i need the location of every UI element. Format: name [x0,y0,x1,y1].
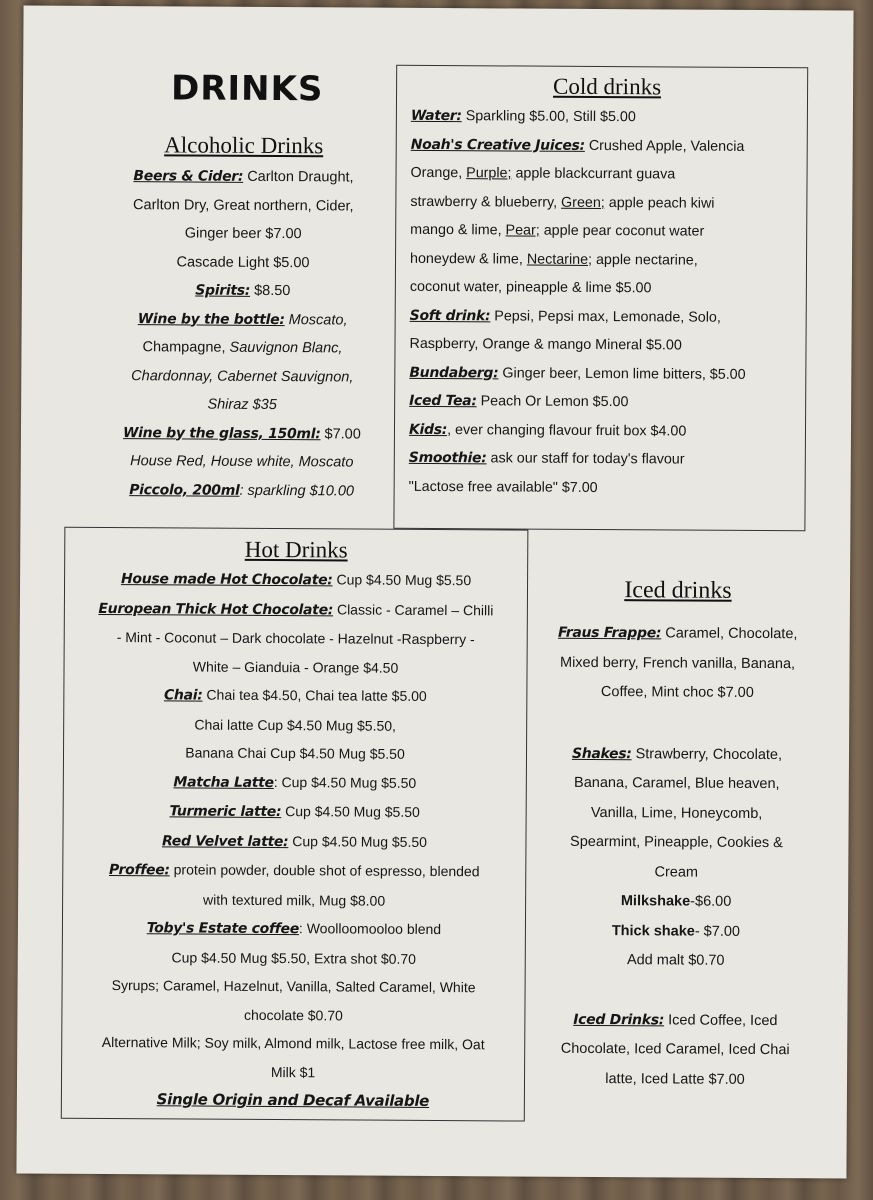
hot-chocolate-text: Cup $4.50 Mug $5.50 [332,571,472,589]
smoothie-label: Smoothie: [408,449,487,467]
frappe-text: Caramel, Chocolate, [661,625,798,643]
redvelvet-label: Red Velvet latte: [161,832,289,850]
wine-bottle-text: Moscato, [284,311,348,328]
iced-spacer-2 [525,975,825,1007]
juices-text: Crushed Apple, Valencia [584,137,745,155]
wine-bottle-text-4: Shiraz $35 [207,396,277,414]
shakes-line-3: Vanilla, Lime, Honeycomb, [590,804,763,822]
chai-text: Chai tea $4.50, Chai tea latte $5.00 [202,686,427,704]
altmilk-line: Alternative Milk; Soy milk, Almond milk, Lactose free milk, Oat [101,1033,485,1053]
juice-pear: Pear; [505,222,540,239]
alcoholic-heading: Alcoholic Drinks [164,132,324,159]
iceddrinks-text: Iced Coffee, Iced [664,1011,778,1029]
juices-line-3 [410,187,802,218]
wine-glass-label: Wine by the glass, 150ml: [123,424,321,442]
menu-sheet [16,5,853,1178]
turmeric-line [68,796,522,828]
juices-label: Noah's Creative Juices: [410,136,585,154]
matcha-label: Matcha Latte [173,773,274,791]
juices-line-2 [410,159,802,190]
turmeric-label: Turmeric latte: [169,803,282,821]
thickshake-price: - $7.00 [694,923,741,940]
chai-line [68,680,522,712]
chai-line-2: Chai latte Cup $4.50 Mug $5.50, [194,716,397,734]
tobys-text: : Woolloomooloo blend [298,920,442,938]
beers-label: Beers & Cider: [133,168,244,185]
juices-l2a: Orange, [410,164,467,182]
hot-chocolate-label: House made Hot Chocolate: [120,571,333,589]
juices-l4a: mango & lime, [410,221,506,239]
juices-l5a: honeydew & lime, [409,250,527,268]
piccolo-line [71,475,413,506]
shakes-label: Shakes: [571,745,632,762]
spirits-text: $8.50 [250,282,291,300]
bundaberg-line [409,358,801,389]
soft-line-2: Raspberry, Orange & mango Mineral $5.00 [409,335,682,354]
tobys-label: Toby's Estate coffee [146,920,300,938]
piccolo-text: : sparkling $10.00 [239,482,355,500]
kids-line [409,415,801,446]
juices-l2b: apple blackcurrant guava [511,165,676,183]
piccolo-label: Piccolo, 200ml [129,481,240,499]
frappe-line-2: Mixed berry, French vanilla, Banana, [559,654,796,672]
juices-l4b: apple pear coconut water [539,222,705,240]
wine-glass-line [71,418,413,449]
spirits-line [72,276,414,307]
iceddrinks-label: Iced Drinks: [573,1011,665,1028]
iced-heading: Iced drinks [624,577,732,604]
chai-line-3: Banana Chai Cup $4.50 Mug $5.50 [185,744,405,762]
juices-line-4 [410,216,802,247]
soft-line [410,301,802,332]
juice-nectarine: Nectarine; [526,251,593,268]
beers-text-2: Carlton Dry, Great northern, Cider, [133,196,354,214]
proffee-line [67,855,521,887]
wine-bottle-line-2 [71,333,413,364]
euro-line-2: - Mint - Coconut – Dark chocolate - Hazelnut -Raspberry - [116,629,475,648]
page-title: DRINKS [170,68,324,110]
proffee-line-2: with textured milk, Mug $8.00 [203,891,386,909]
kids-label: Kids: [408,421,448,438]
thickshake-label: Thick shake [611,922,695,940]
proffee-text: protein powder, double shot of espresso, blended [169,861,480,880]
milkshake-label: Milkshake [620,893,691,910]
icedtea-line [409,387,801,418]
kids-text: , ever changing flavour fruit box $4.00 [447,421,687,440]
spirits-label: Spirits: [195,282,251,299]
beers-text: Carlton Draught, [243,168,354,186]
iceddrinks-line [525,1005,825,1036]
euro-label: European Thick Hot Chocolate: [98,600,334,618]
iceddrinks-line-3: latte, Iced Latte $7.00 [605,1070,745,1088]
beers-text-4: Cascade Light $5.00 [176,253,310,271]
milkshake-price: -$6.00 [690,893,732,910]
altmilk-line-2: Milk $1 [270,1063,316,1080]
shakes-text: Strawberry, Chocolate, [631,745,783,763]
soft-label: Soft drink: [409,307,491,324]
shakes-line-2: Banana, Caramel, Blue heaven, [574,774,780,793]
frappe-line-3: Coffee, Mint choc $7.00 [600,684,754,701]
juice-green: Green; [561,194,605,211]
hot-heading: Hot Drinks [244,536,348,563]
shakes-line-5: Cream [654,863,699,881]
malt-line: Add malt $0.70 [626,952,725,969]
water-line [411,102,803,133]
euro-line [69,593,523,625]
juices-l3b: apple peach kiwi [604,194,715,212]
matcha-text: : Cup $4.50 Mug $5.50 [273,773,417,791]
syrups-line: Syrups; Caramel, Hazelnut, Vanilla, Salted Caramel, White [111,977,476,996]
wine-glass-text: $7.00 [320,425,361,443]
icedtea-text: Peach Or Lemon $5.00 [476,393,629,411]
juice-purple: Purple; [466,165,512,182]
wine-bottle-text-2b: Sauvignon Blanc, [229,339,343,357]
water-text: Sparkling $5.00, Still $5.00 [461,108,636,126]
icedtea-label: Iced Tea: [409,392,477,410]
hot-chocolate-line [69,564,523,596]
bundaberg-text: Ginger beer, Lemon lime bitters, $5.00 [498,364,746,383]
euro-line-3: White – Gianduia - Orange $4.50 [192,658,399,676]
iceddrinks-line-2: Chocolate, Iced Caramel, Iced Chai [560,1040,790,1059]
beers-text-3: Ginger beer $7.00 [184,225,302,243]
tobys-line-2: Cup $4.50 Mug $5.50, Extra shot $0.70 [171,948,416,967]
bundaberg-label: Bundaberg: [409,364,499,381]
cold-heading: Cold drinks [553,73,662,100]
frappe-label: Fraus Frappe: [558,624,662,642]
smoothie-line-2: "Lactose free available" $7.00 [408,478,598,496]
hot-drinks-box [61,527,529,1122]
juices-line [411,130,803,161]
cold-drinks-box [393,65,808,532]
milkshake-line [526,887,826,918]
euro-text: Classic - Caramel – Chilli [333,600,494,618]
wine-glass-text-2: House Red, House white, Moscato [130,453,354,471]
chai-label: Chai: [163,687,203,704]
shakes-line [527,739,827,770]
redvelvet-text: Cup $4.50 Mug $5.50 [288,832,427,850]
wine-bottle-text-2a: Champagne, [142,339,230,356]
tobys-line [67,913,521,945]
water-label: Water: [410,107,462,125]
frappe-line [528,619,828,650]
smoothie-line [409,444,801,475]
juices-l5b: apple nectarine, [591,251,698,269]
redvelvet-line [67,825,521,857]
single-origin-note: Single Origin and Decaf Available [156,1090,430,1110]
iced-spacer [527,707,827,741]
wine-bottle-text-3: Chardonnay, Cabernet Sauvignon, [131,367,354,385]
juices-line-6: coconut water, pineapple & lime $5.00 [409,278,652,297]
juices-line-5 [410,244,802,275]
proffee-label: Proffee: [108,862,170,879]
iced-section [525,571,828,1096]
alcoholic-section [71,128,415,506]
thickshake-line [526,916,826,947]
turmeric-text: Cup $4.50 Mug $5.50 [281,803,420,820]
shakes-line-4: Spearmint, Pineapple, Cookies & [570,833,783,852]
smoothie-text: ask our staff for today's flavour [486,450,685,468]
juices-l3a: strawberry & blueberry, [410,193,562,211]
wine-bottle-label: Wine by the bottle: [137,310,285,328]
soft-text: Pepsi, Pepsi max, Lemonade, Solo, [490,307,721,326]
wine-bottle-line [72,304,414,335]
matcha-line [68,766,522,798]
syrups-line-2: chocolate $0.70 [243,1006,343,1023]
beers-line [72,162,414,193]
